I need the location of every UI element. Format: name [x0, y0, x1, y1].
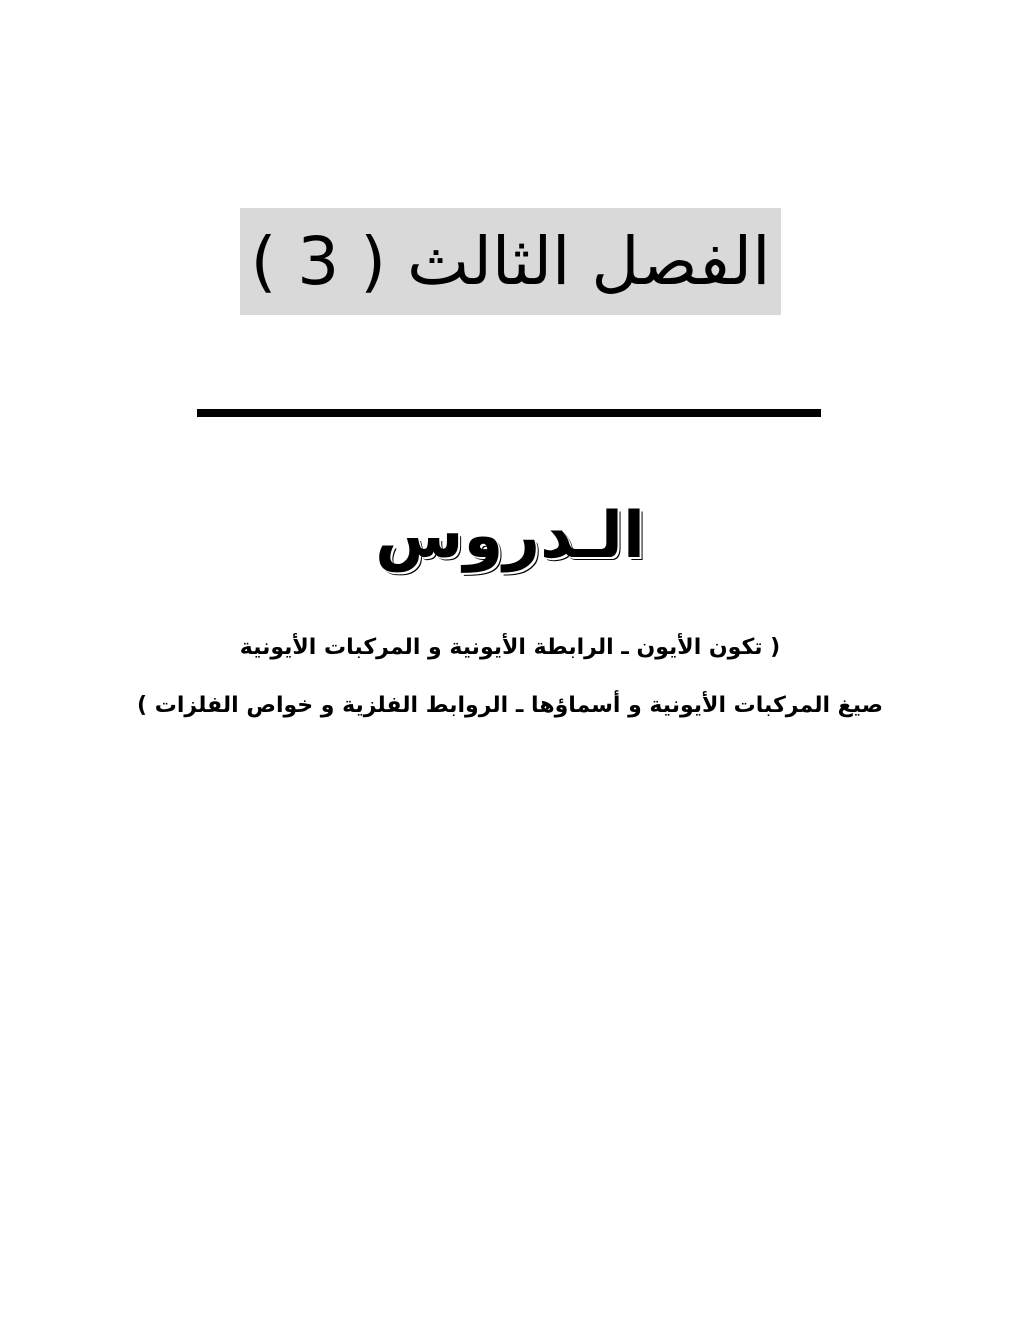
lessons-list-line-1: ( تكون الأيون ـ الرابطة الأيونية و المركبات الأيونية [239, 635, 781, 660]
lessons-list-line-2: صيغ المركبات الأيونية و أسماؤها ـ الروابط الفلزية و خواص الفلزات ) [137, 693, 883, 718]
chapter-title-box [240, 208, 781, 315]
chapter-title: الفصل الثالث ( 3 ) [250, 222, 771, 300]
divider-line [197, 409, 821, 417]
lessons-heading: الـدروس [375, 499, 645, 573]
